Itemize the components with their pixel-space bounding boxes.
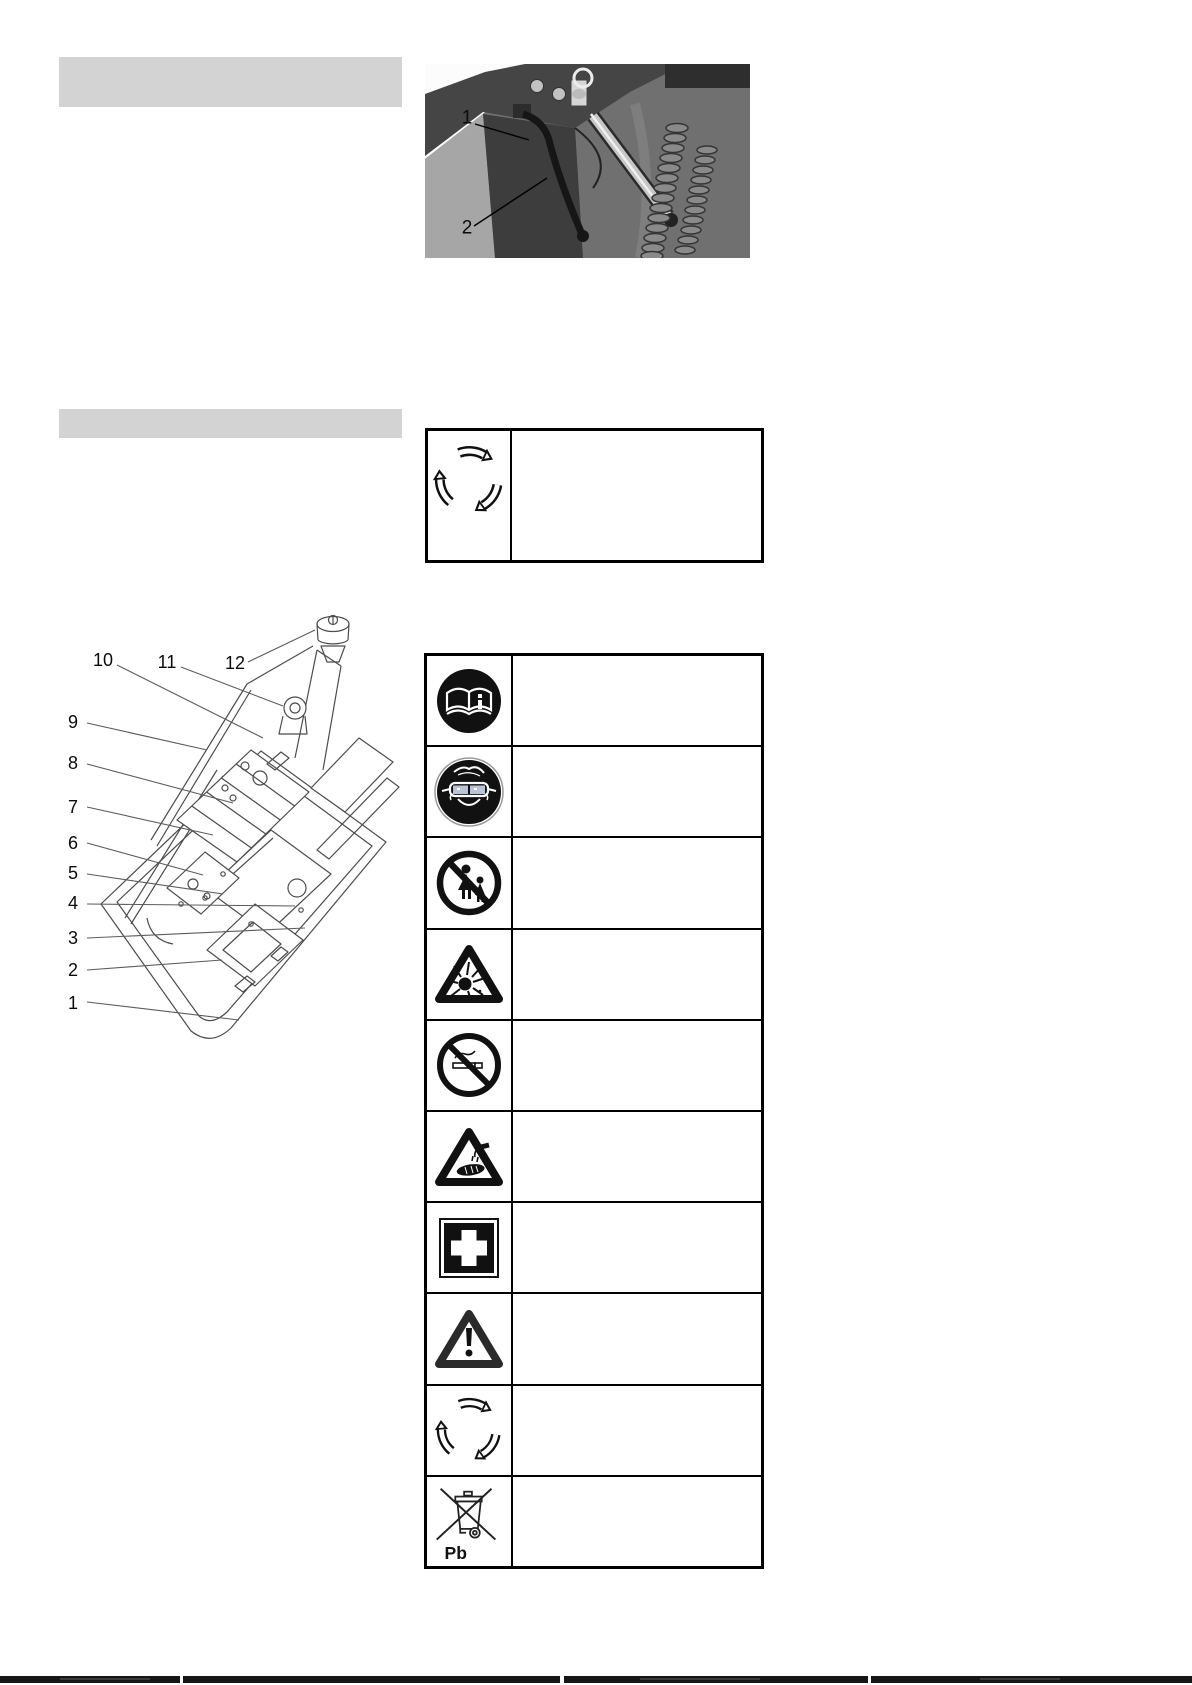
- table-row: [427, 1292, 761, 1383]
- diagram-callout-12: 12: [224, 653, 246, 673]
- table-cell-text: [513, 930, 761, 1019]
- recycling-icon: [427, 1386, 513, 1475]
- table-row: [427, 1384, 761, 1475]
- diagram-callout-2: 2: [67, 960, 79, 980]
- diagram-callout-11: 11: [157, 652, 177, 672]
- read-manual-icon: [427, 656, 513, 745]
- eye-protection-icon: [427, 747, 513, 836]
- table-row: [427, 836, 761, 927]
- safety-symbols-table: [424, 653, 764, 1569]
- no-children-icon: [427, 838, 513, 927]
- diagram-callout-9: 9: [67, 712, 79, 732]
- pb-label: Pb: [444, 1543, 468, 1564]
- diagram-callout-7: 7: [67, 797, 79, 817]
- diagram-callout-1: 1: [67, 993, 79, 1013]
- table-row: [427, 1201, 761, 1292]
- table-row: [427, 1475, 761, 1566]
- explosion-hazard-icon: [427, 930, 513, 1019]
- table-row: [427, 928, 761, 1019]
- table-row: [427, 656, 761, 745]
- diagram-callout-6: 6: [67, 833, 79, 853]
- diagram-callout-5: 5: [67, 863, 79, 883]
- parts-diagram: [55, 588, 400, 1040]
- table-cell-text: [513, 656, 761, 745]
- table-cell-text: [513, 1203, 761, 1292]
- diagram-callout-8: 8: [67, 753, 79, 773]
- table-cell-text: [512, 431, 761, 560]
- table-row: [427, 1110, 761, 1201]
- diagram-callout-10: 10: [92, 650, 114, 670]
- table-cell-text: [513, 1112, 761, 1201]
- diagram-callout-3: 3: [67, 928, 79, 948]
- table-cell-text: [513, 838, 761, 927]
- recycling-icon: [428, 431, 512, 560]
- photo-callout-1: 1: [461, 107, 473, 129]
- table-row: [428, 431, 761, 560]
- no-smoking-icon: [427, 1021, 513, 1110]
- table-cell-text: [513, 1294, 761, 1383]
- table-row: [427, 745, 761, 836]
- corrosive-hazard-icon: [427, 1112, 513, 1201]
- table-row: [427, 1019, 761, 1110]
- scan-edge-artifact: [0, 1676, 1192, 1683]
- photo-callout-2: 2: [461, 217, 473, 239]
- section-heading-bar: [59, 57, 402, 107]
- table-cell-text: [513, 747, 761, 836]
- section-heading-bar: [59, 409, 402, 438]
- recycling-info-table: [425, 428, 764, 563]
- first-aid-icon: [427, 1203, 513, 1292]
- battery-disposal-icon: [427, 1477, 513, 1566]
- general-warning-icon: [427, 1294, 513, 1383]
- machine-photo-image: [425, 64, 750, 258]
- table-cell-text: [513, 1021, 761, 1110]
- table-cell-text: [513, 1386, 761, 1475]
- table-cell-text: [513, 1477, 761, 1566]
- machine-photo: [425, 64, 750, 258]
- diagram-callout-4: 4: [67, 893, 79, 913]
